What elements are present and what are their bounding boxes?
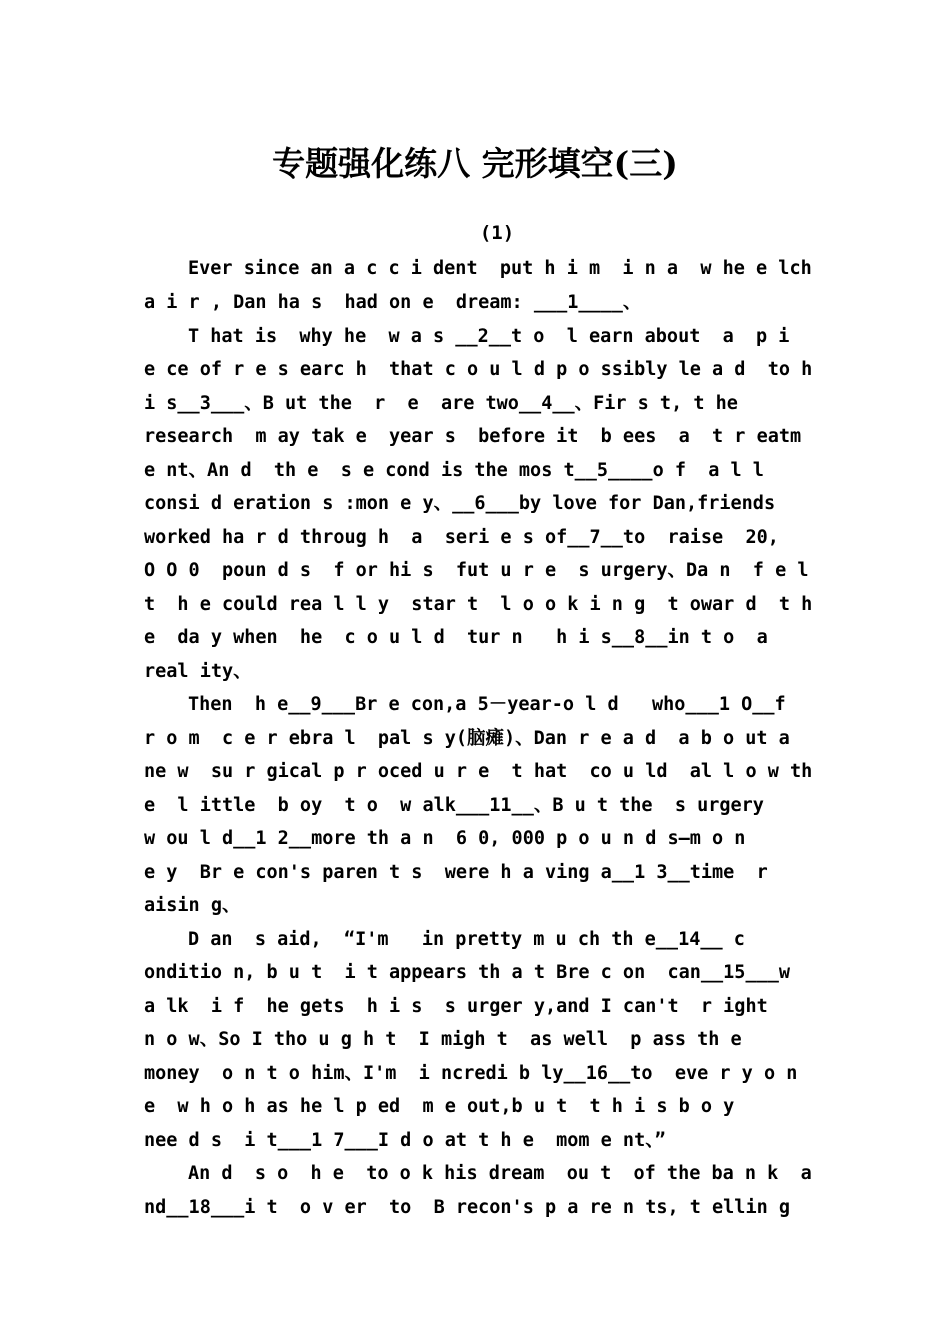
text-line: aisin g、 bbox=[144, 895, 241, 916]
text-line: t h e could rea l l y star t l o o k i n g t owar d t h bbox=[144, 594, 812, 615]
text-line: Then h e__9___Br e con,a 5－year-o l d who___1 O__f bbox=[188, 694, 786, 715]
text-line: research m ay tak e year s before it b ees a t r eatm bbox=[144, 426, 802, 447]
text-line: T hat is why he w a s __2__t o l earn about a p i bbox=[188, 326, 790, 347]
text-line: a i r , Dan ha s had on e dream: ___1____、 bbox=[144, 292, 642, 313]
text-line: worked ha r d throug h a seri e s of__7__to raise 20, bbox=[144, 527, 779, 548]
text-line: e l ittle b oy t o w alk___11__、B u t the s urgery bbox=[144, 795, 764, 816]
text-line: n o w、So I tho u g h t I migh t as well p ass th e bbox=[144, 1029, 742, 1050]
text-line: w ou l d__1 2__more th a n 6 0, 000 p o u n d s—m o n bbox=[144, 828, 746, 849]
text-line: An d s o h e to o k his dream ou t of the ba n k a bbox=[188, 1163, 812, 1184]
text-line: nee d s i t___1 7___I d o at t h e mom e nt、” bbox=[144, 1130, 666, 1151]
text-line: r o m c e r ebra l pal s y(脑瘫)、Dan r e a d a b o ut a bbox=[144, 728, 790, 749]
text-line: nd__18___i t o v er to B recon's p a re n ts, t ellin g bbox=[144, 1197, 791, 1218]
text-line: onditio n, b u t i t appears th a t Bre c on can__15___w bbox=[144, 962, 791, 983]
text-line: e y Br e con's paren t s were h a ving a__1 3__time r bbox=[144, 862, 768, 883]
text-line: a lk i f he gets h i s s urger y,and I can't r ight bbox=[144, 996, 768, 1017]
page-title: 专题强化练八 完形填空(三) bbox=[272, 144, 678, 183]
text-line: Ever since an a c c i dent put h i m i n a w he e lch bbox=[188, 258, 812, 279]
text-line: O O 0 poun d s f or hi s fut u r e s urgery、Da n f e l bbox=[144, 560, 809, 581]
text-line: e w h o h as he l p ed m e out,b u t t h i s b o y bbox=[144, 1096, 735, 1117]
text-line: e ce of r e s earc h that c o u l d p o ssibly le a d to h bbox=[144, 359, 812, 380]
section-label: (1) bbox=[479, 222, 515, 244]
text-line: ne w su r gical p r oced u r e t hat co u ld al l o w th bbox=[144, 761, 812, 782]
text-line: e da y when he c o u l d tur n h i s__8__in t o a bbox=[144, 627, 768, 648]
text-line: e nt、An d th e s e cond is the mos t__5____o f a l l bbox=[144, 460, 764, 481]
text-line: i s__3___、B ut the r e are two__4__、Fir s t, t he bbox=[144, 393, 738, 414]
text-line: D an s aid, “I'm in pretty m u ch th e__14__ c bbox=[188, 929, 745, 950]
text-line: money o n t o him、I'm i ncredi b ly__16__to eve r y o n bbox=[144, 1063, 798, 1084]
text-line: consi d eration s :mon e y、__6___by love for Dan,friends bbox=[144, 493, 776, 514]
text-line: real ity、 bbox=[144, 661, 252, 682]
